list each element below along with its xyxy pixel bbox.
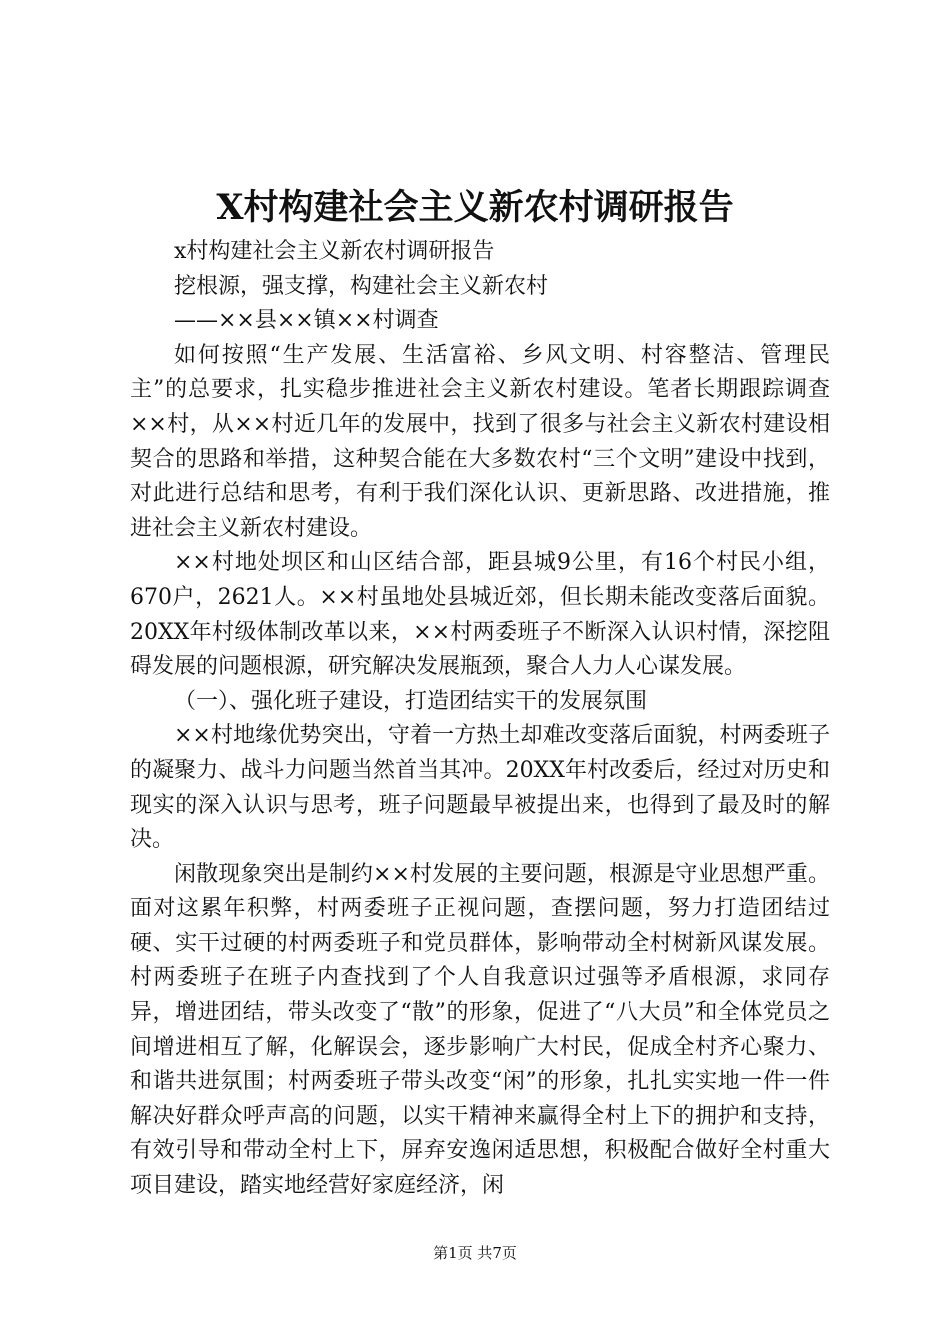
section-heading: （一）、强化班子建设，打造团结实干的发展氛围 (174, 688, 648, 714)
paragraph: ××村地处坝区和山区结合部，距县城9公里，有16个村民小组，670户，2621人。××村虽地处县城近郊，但长期未能改变落后面貌。20XX年村级体制改革以来，××村两委班子不断深入认识村情，深挖阻碍发展的问题根源，研究解决发展瓶颈，聚合人力人心谋发展。 (130, 550, 830, 680)
paragraph: 闲散现象突出是制约××村发展的主要问题，根源是守业思想严重。面对这累年积弊，村两委班子正视问题，查摆问题，努力打造团结过硬、实干过硬的村两委班子和党员群体，影响带动全村树新风谋发展。村两委班子在班子内查找到了个人自我意识过强等矛盾根源，求同存异，增进团结，带头改变了“散”的形象，促进了“八大员”和全体党员之间增进相互了解，化解误会，逐步影响广大村民，促成全村齐心聚力、和谐共进氛围；村两委班子带头改变“闲”的形象，扎扎实实地一件一件解决好群众呼声高的问题，以实干精神来赢得全村上下的拥护和支持，有效引导和带动全村上下，屏弃安逸闲适思想，积极配合做好全村重大项目建设，踏实地经营好家庭经济，闲 (130, 861, 830, 1199)
paragraph: x村构建社会主义新农村调研报告 (174, 239, 495, 264)
page-footer: 第1页 共7页 (433, 1244, 517, 1262)
paragraph: ——××县××镇××村调查 (174, 308, 439, 334)
paragraph: 挖根源，强支撑，构建社会主义新农村 (174, 273, 549, 299)
document-title: X村构建社会主义新农村调研报告 (216, 187, 734, 228)
paragraph: 如何按照“生产发展、生活富裕、乡风文明、村容整洁、管理民主”的总要求，扎实稳步推进社会主义新农村建设。笔者长期跟踪调查××村，从××村近几年的发展中，找到了很多与社会主义新农村建设相契合的思路和举措，这种契合能在大多数农村“三个文明”建设中找到，对此进行总结和思考，有利于我们深化认识、更新思路、改进措施，推进社会主义新农村建设。 (130, 342, 830, 541)
paragraph: ××村地缘优势突出，守着一方热土却难改变落后面貌，村两委班子的凝聚力、战斗力问题当然首当其冲。20XX年村改委后，经过对历史和现实的深入认识与思考，班子问题最早被提出来，也得到了最及时的解决。 (130, 723, 830, 853)
document-body (130, 235, 830, 1204)
